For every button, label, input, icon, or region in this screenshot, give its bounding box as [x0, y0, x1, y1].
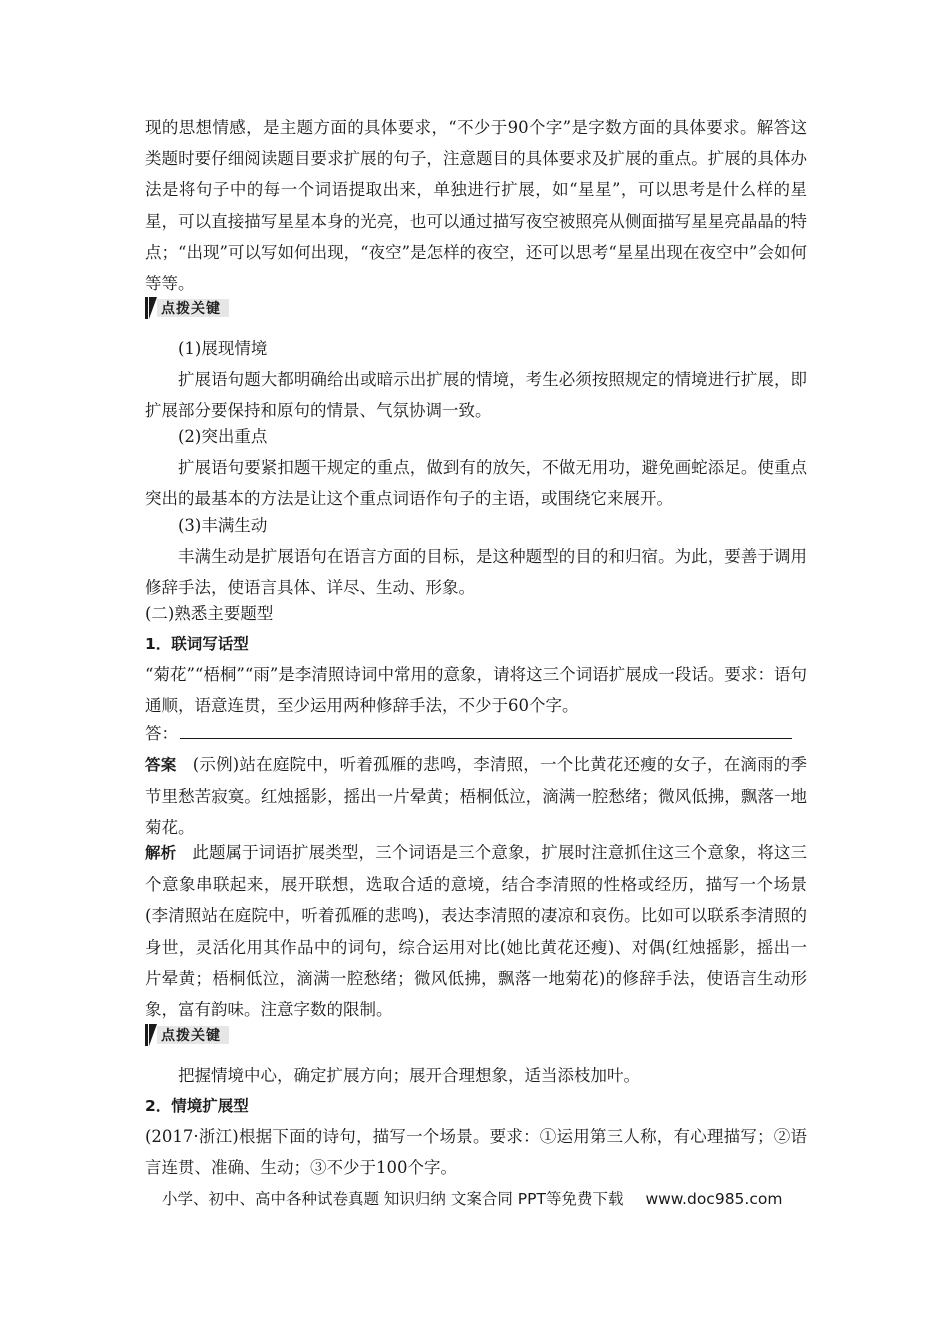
type2-question: (2017·浙江)根据下面的诗句，描写一个场景。要求：①运用第三人称，有心理描写；②语言连贯、准确、生动；③不少于100个字。 — [145, 1127, 807, 1178]
footer-text: 小学、初中、高中各种试卷真题 知识归纳 文案合同 PPT等免费下载 — [162, 1190, 624, 1208]
type2-title: 2．情境扩展型 — [145, 1097, 249, 1115]
type1-title: 1．联词写话型 — [145, 635, 249, 653]
footer — [162, 1187, 782, 1209]
answer-text: (示例)站在庭院中，听着孤雁的悲鸣，李清照，一个比黄花还瘦的女子，在滴雨的季节里愁苦寂寞。红烛摇影，摇出一片晕黄；梧桐低泣，滴满一腔愁绪；微风低拂，飘落一地菊花。 — [145, 755, 807, 838]
banner-bar-icon — [145, 297, 148, 319]
footer-url[interactable]: www.doc985.com — [645, 1190, 783, 1208]
banner-label: 点拨关键 — [161, 1028, 221, 1044]
answer-blank-line[interactable] — [180, 720, 792, 739]
point-body: 扩展语句题大都明确给出或暗示出扩展的情境，考生必须按照规定的情境进行扩展，即扩展部分要保持和原句的情景、气氛协调一致。 — [145, 370, 807, 421]
banner-bar-icon — [145, 1024, 148, 1046]
analysis-label: 解析 — [145, 844, 177, 862]
answer-prefix: 答： — [145, 724, 178, 743]
point-body: 丰满生动是扩展语句在语言方面的目标，是这种题型的目的和归宿。为此，要善于调用修辞手法，使语言具体、详尽、生动、形象。 — [145, 547, 807, 598]
banner-label: 点拨关键 — [161, 301, 221, 317]
key2-text: 把握情境中心，确定扩展方向；展开合理想象，适当添枝加叶。 — [178, 1066, 640, 1085]
analysis-paragraph — [145, 837, 807, 1025]
answer-label: 答案 — [145, 756, 177, 774]
intro-paragraph: 现的思想情感，是主题方面的具体要求，“不少于90个字”是字数方面的具体要求。解答这类题时要仔细阅读题目要求扩展的句子，注意题目的具体要求及扩展的重点。扩展的具体办法是将句子中的每一个词语提取出来，单独进行扩展，如“星星”，可以思考是什么样的星星，可以直接描写星星本身的光亮，也可以通过描写夜空被照亮从侧面描写星星亮晶晶的特点；“出现”可以写如何出现，“夜空”是怎样的夜空，还可以思考“星星出现在夜空中”会如何等等。 — [145, 118, 807, 294]
analysis-text: 此题属于词语扩展类型，三个词语是三个意象，扩展时注意抓住这三个意象，将这三个意象串联起来，展开联想，选取合适的意境，结合李清照的性格或经历，描写一个场景(李清照站在庭院中，听着孤雁的悲鸣)，表达李清照的凄凉和哀伤。比如可以联系李清照的身世，灵活化用其作品中的词句，综合运用对比(她比黄花还瘦)、对偶(红烛摇影，摇出一片晕黄；梧桐低泣，滴满一腔愁绪；微风低拂，飘落一地菊花)的修辞手法，使语言生动形象，富有韵味。注意字数的限制。 — [145, 843, 807, 1020]
answer-paragraph — [145, 749, 807, 844]
answer-blank-row — [145, 718, 792, 749]
point-body: 扩展语句要紧扣题干规定的重点，做到有的放矢，不做无用功，避免画蛇添足。使重点突出的最基本的方法是让这个重点词语作句子的主语，或围绕它来展开。 — [145, 458, 807, 509]
key-points-banner-2 — [145, 1024, 229, 1046]
section-title: (二)熟悉主要题型 — [145, 604, 274, 623]
banner-slash-icon — [149, 297, 157, 319]
type1-question: “菊花”“梧桐”“雨”是李清照诗词中常用的意象，请将这三个词语扩展成一段话。要求：语句通顺，语意连贯，至少运用两种修辞手法，不少于60个字。 — [145, 665, 807, 716]
point-heading: (2)突出重点 — [178, 427, 268, 446]
key-points-banner — [145, 297, 229, 319]
point-heading: (3)丰满生动 — [178, 516, 268, 535]
banner-slash-icon — [149, 1024, 157, 1046]
point-heading: (1)展现情境 — [178, 339, 268, 358]
